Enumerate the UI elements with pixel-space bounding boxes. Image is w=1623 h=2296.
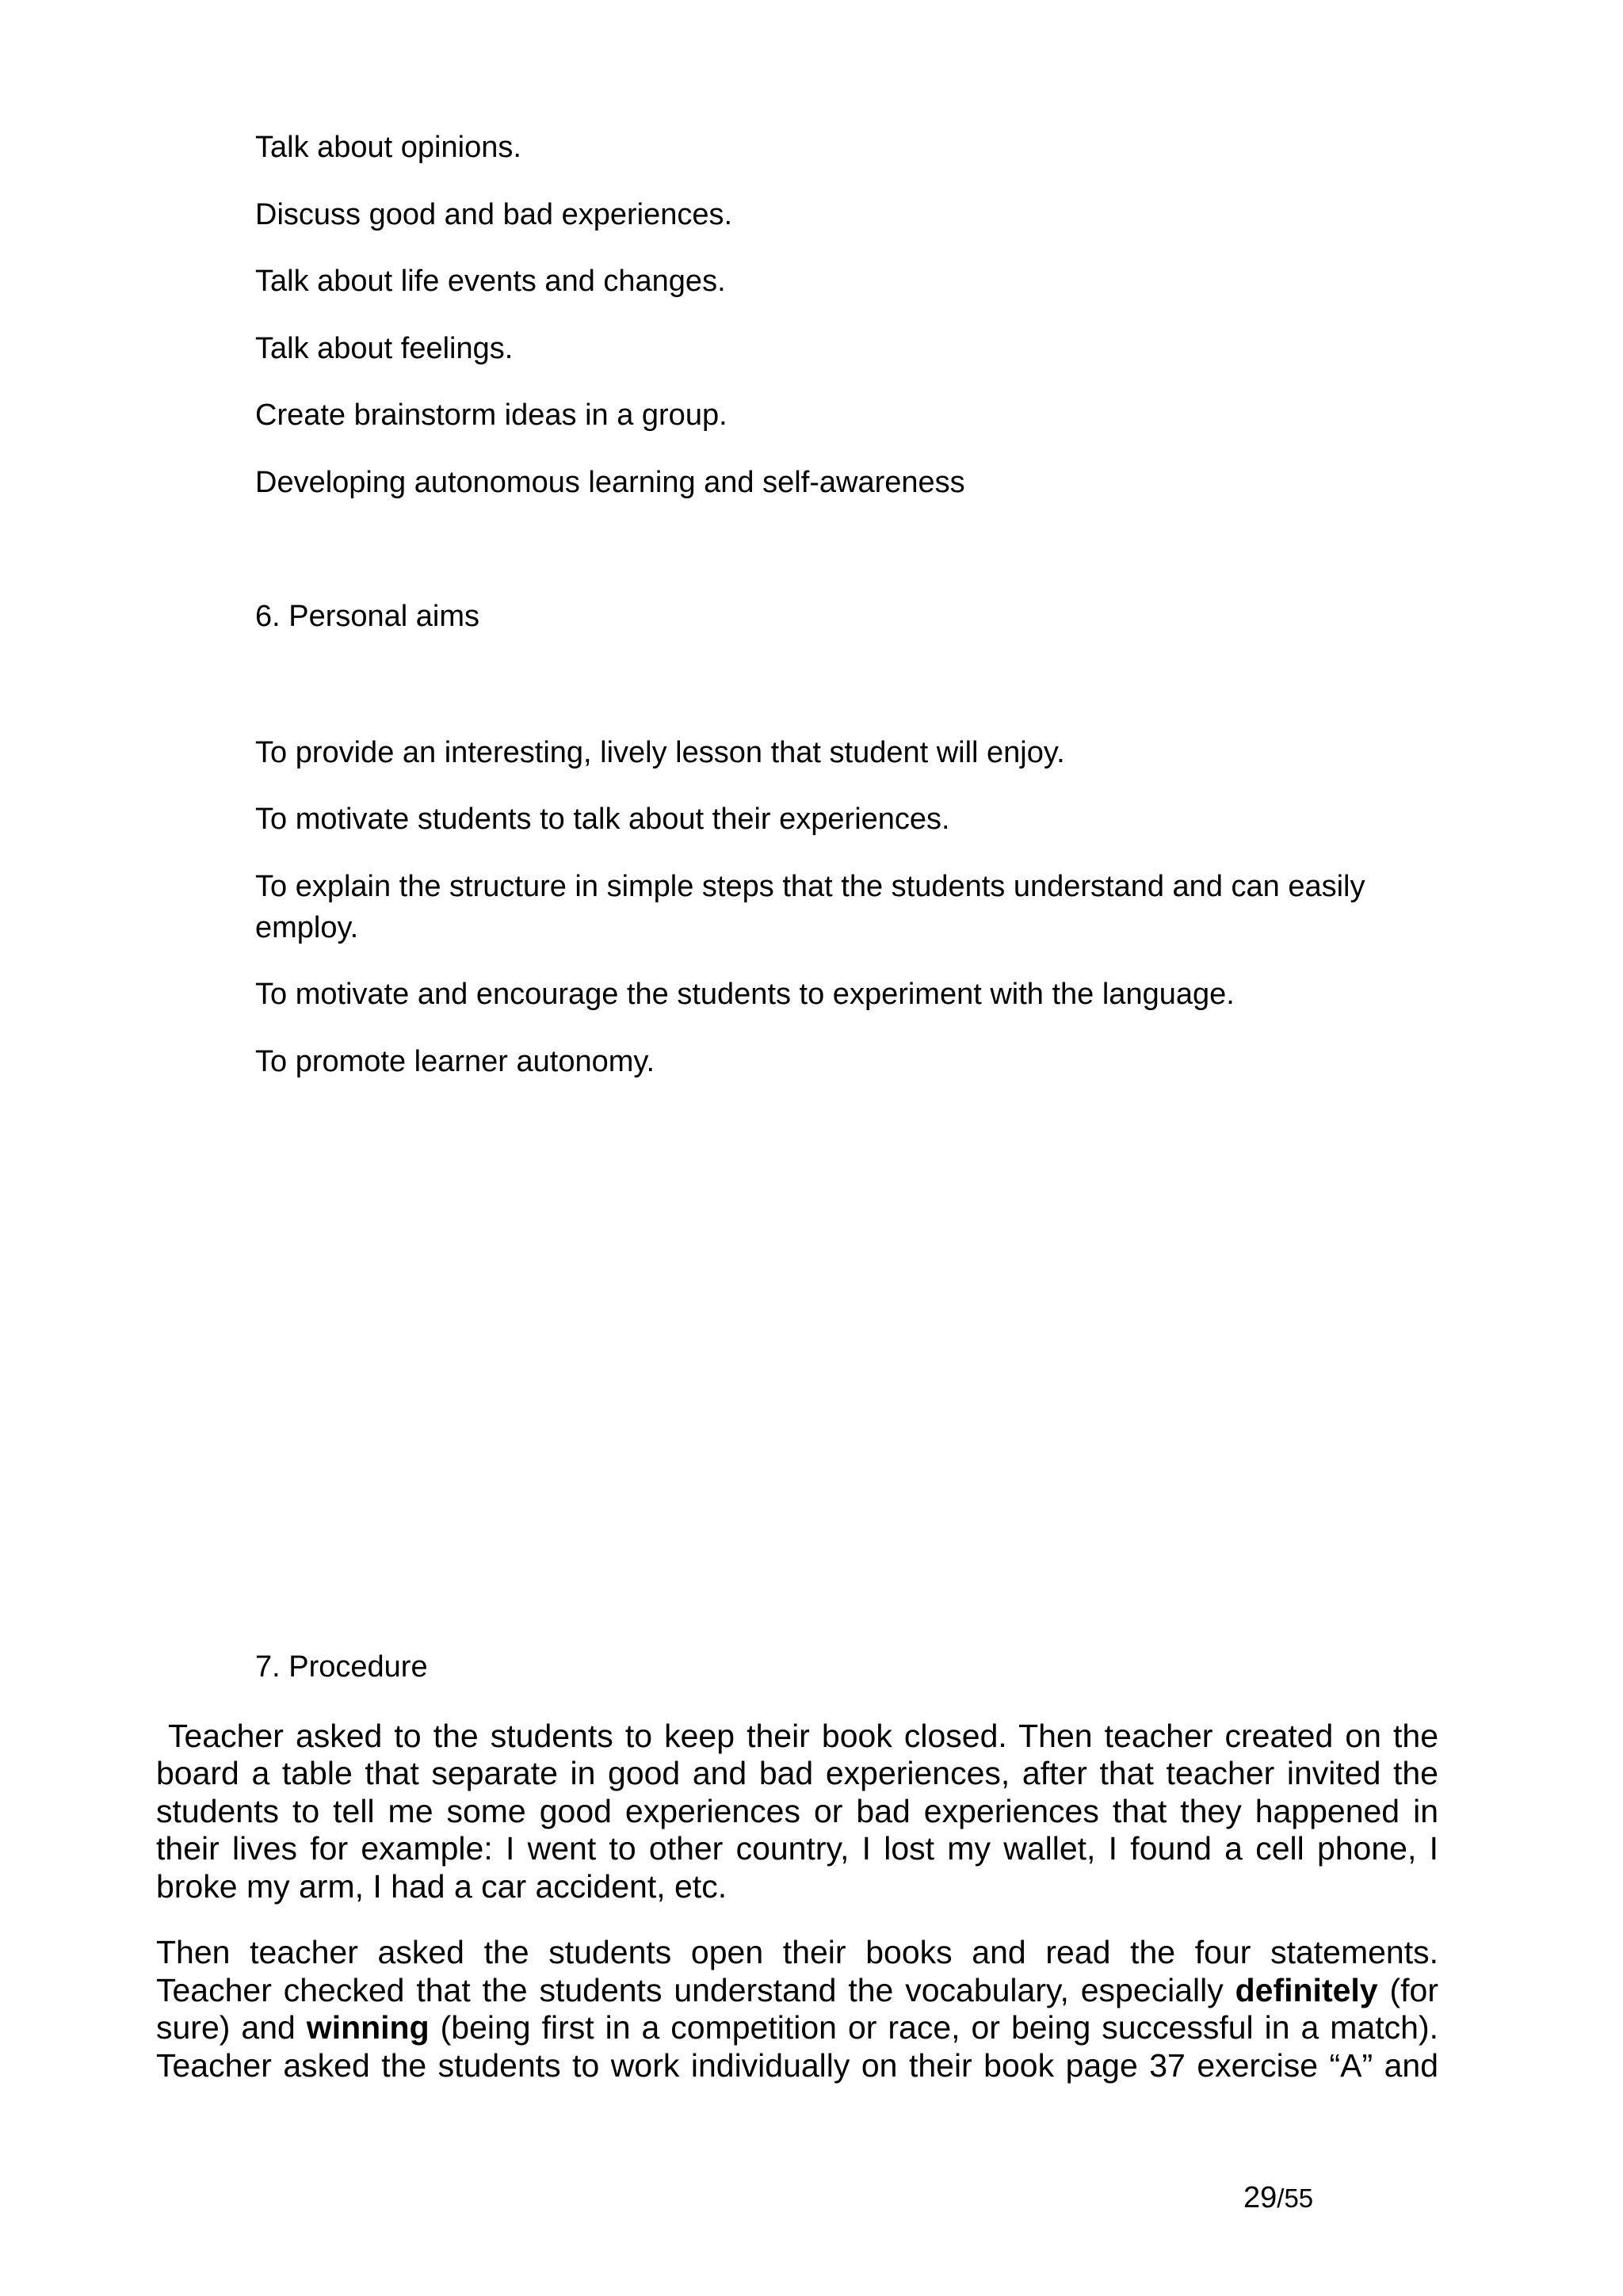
objective-item: Create brainstorm ideas in a group. [255, 399, 727, 432]
objective-item: Developing autonomous learning and self-awareness [255, 465, 965, 499]
page-number-current: 29 [1243, 2181, 1277, 2214]
paragraph-line [156, 1972, 1438, 2010]
paragraph-line: their lives for example: I went to other country, I lost my wallet, I found a cell phone, I [156, 1830, 1438, 1867]
line-text: (for [1377, 1971, 1438, 2008]
line-text: Teacher checked that the students understand the vocabulary, especially [156, 1971, 1235, 2008]
objective-item: Talk about feelings. [255, 331, 514, 365]
objective-item: Talk about life events and changes. [255, 265, 726, 298]
bold-term: winning [306, 2009, 430, 2046]
paragraph-line: broke my arm, I had a car accident, etc. [156, 1867, 727, 1905]
page-number-total: 55 [1284, 2183, 1314, 2213]
line-text: sure) and [156, 2009, 307, 2046]
personal-aim-item: To explain the structure in simple steps that the students understand and can easily employ. [255, 869, 1365, 944]
page-number [1243, 2180, 1313, 2222]
objective-item: Discuss good and bad experiences. [255, 197, 733, 231]
bold-term: definitely [1235, 1971, 1378, 2008]
paragraph-line: board a table that separate in good and bad experiences, after that teacher invited the [156, 1755, 1438, 1791]
procedure-paragraph [156, 1934, 1438, 2084]
section-heading-personal-aims: 6. Personal aims [255, 600, 480, 633]
personal-aim-item: To motivate and encourage the students to experiment with the language. [255, 978, 1235, 1011]
personal-aim-item: To provide an interesting, lively lesson that student will enjoy. [255, 735, 1065, 769]
paragraph-line: students to tell me some good experiences or bad experiences that they happened in [156, 1792, 1438, 1829]
personal-aim-item: To motivate students to talk about their experiences. [255, 803, 950, 836]
personal-aims-list [255, 732, 1438, 1108]
page-number-separator: / [1277, 2183, 1285, 2213]
section-heading-procedure: 7. Procedure [255, 1650, 428, 1684]
personal-aim-item: To promote learner autonomy. [255, 1044, 655, 1078]
procedure-paragraph [156, 1718, 1438, 1906]
line-text: (being first in a competition or race, or being successful in a match). [429, 2009, 1439, 2046]
paragraph-line: Then teacher asked the students open their books and read the four statements. [156, 1934, 1438, 1970]
objective-item: Talk about opinions. [255, 131, 521, 164]
paragraph-line: Teacher asked to the students to keep their book closed. Then teacher created on the [168, 1717, 1438, 1754]
objectives-list [255, 127, 1438, 528]
paragraph-line [156, 2009, 1438, 2047]
paragraph-line: Teacher asked the students to work individually on their book page 37 exercise “A” and [156, 2046, 1438, 2084]
